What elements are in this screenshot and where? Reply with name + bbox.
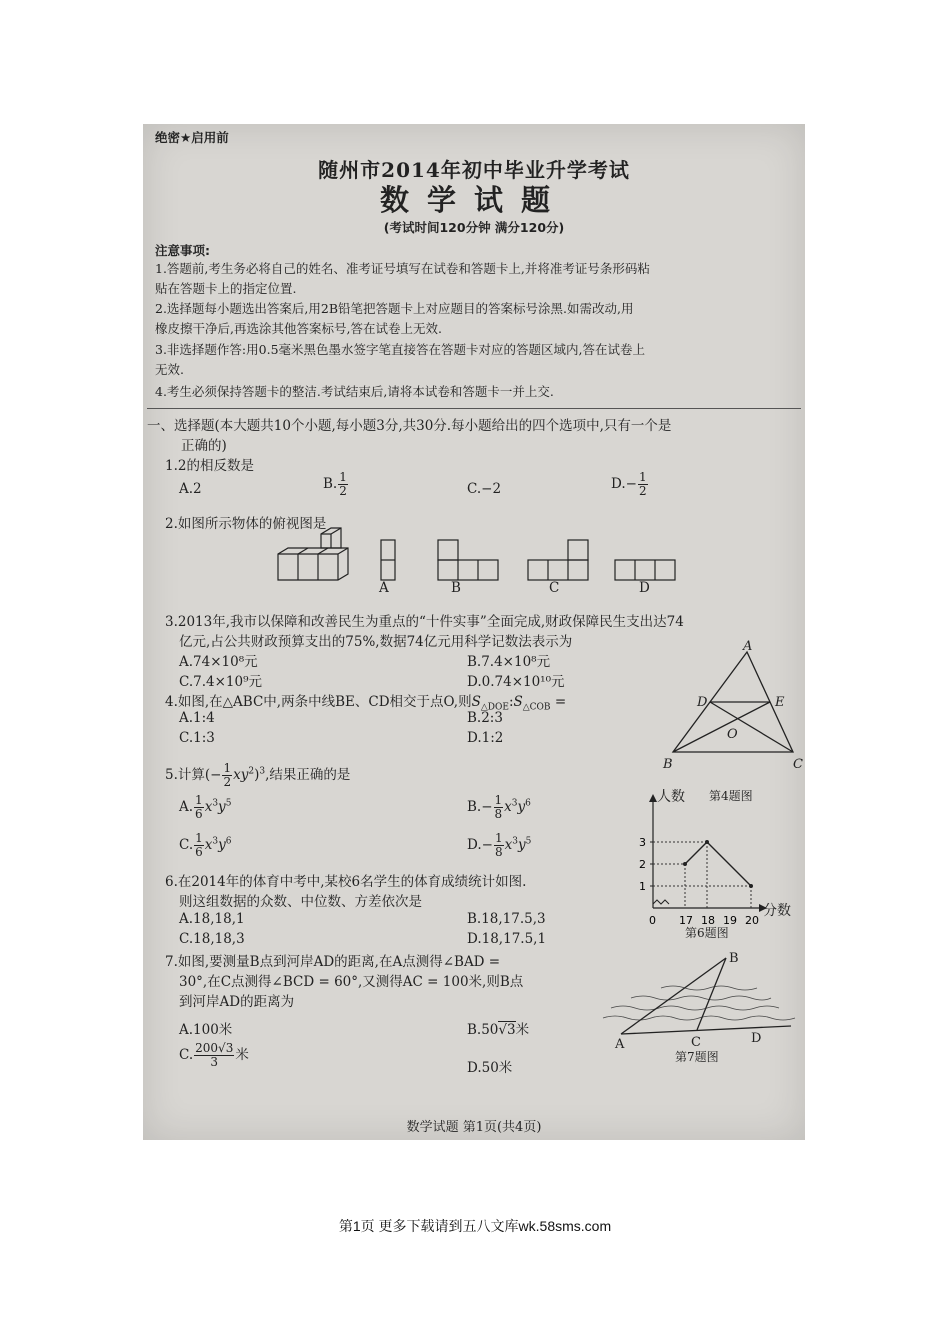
q3-option-a: A.74×10⁸元 xyxy=(179,654,258,670)
q3-option-c: C.7.4×10⁹元 xyxy=(179,674,263,690)
svg-text:C: C xyxy=(793,757,803,772)
exam-title: 随州市2014年初中毕业升学考试 xyxy=(318,158,630,182)
q2-stem: 2.如图所示物体的俯视图是 xyxy=(165,516,327,532)
note-line: 4.考生必须保持答题卡的整洁.考试结束后,请将本试卷和答题卡一并上交. xyxy=(155,384,554,399)
series-line xyxy=(685,842,751,886)
q2-label-c: C xyxy=(549,580,560,596)
q4-option-b: B.2:3 xyxy=(467,710,503,726)
q4-stem: 4.如图,在△ABC中,两条中线BE、CD相交于点O,则$S_{\triangle DOE}:S_{\triangle COB}$ = xyxy=(165,694,567,713)
q3-option-b: B.7.4×10⁸元 xyxy=(467,654,551,670)
y-tick-label: 3 xyxy=(639,836,646,849)
data-point xyxy=(683,862,687,866)
q1-stem: 1.2的相反数是 xyxy=(165,458,254,474)
q6-option-b: B.18,17.5,3 xyxy=(467,911,546,927)
note-line: 无效. xyxy=(155,362,184,377)
q2-figures xyxy=(273,528,673,598)
site-footer: 第1页 更多下载请到五八文库wk.58sms.com xyxy=(338,1218,612,1234)
svg-text:D: D xyxy=(697,695,708,710)
svg-text:D: D xyxy=(751,1031,762,1046)
note-line: 橡皮擦干净后,再选涂其他答案标号,答在试卷上无效. xyxy=(155,321,442,336)
q1-option-d: D.− $\frac{1}{2}$ xyxy=(611,470,647,498)
option-d-view xyxy=(615,560,675,580)
option-a-view xyxy=(381,540,395,580)
q5-option-c: C. $\frac{1}{6}$ $x^3y^6$ xyxy=(179,831,232,859)
svg-text:A: A xyxy=(615,1037,625,1052)
q4-triangle-figure xyxy=(663,639,803,782)
subject-title: 数学试题 xyxy=(379,183,568,217)
svg-text:B: B xyxy=(729,951,739,966)
q2-label-d: D xyxy=(639,580,650,596)
note-line: 1.答题前,考生务必将自己的姓名、准考证号填写在试卷和答题卡上,并将准考证号条形码粘 xyxy=(155,261,650,276)
axis-break-mark xyxy=(653,900,669,904)
page-number: 数学试题 第1页(共4页) xyxy=(406,1120,542,1135)
q7-option-d: D.50米 xyxy=(467,1060,513,1076)
q3-option-d: D.0.74×10¹⁰元 xyxy=(467,674,565,690)
x-tick-label: 17 xyxy=(679,914,693,927)
q5-stem: 5.计算(− $\frac{1}{2}$ $xy^2)^3$,结果正确的是 xyxy=(165,761,351,789)
svg-text:B: B xyxy=(663,757,673,772)
y-axis-arrow xyxy=(649,794,657,802)
x-tick-label: 19 xyxy=(723,914,737,927)
q7-figure-caption: 第7题图 xyxy=(675,1050,719,1064)
solid-object-figure xyxy=(278,528,348,580)
q6-stem-line1: 6.在2014年的体育中考中,某校6名学生的体育成绩统计如图. xyxy=(165,874,527,890)
q4-option-d: D.1:2 xyxy=(467,730,504,746)
option-b-view xyxy=(438,540,498,580)
y-tick-label: 2 xyxy=(639,858,646,871)
notes-heading: 注意事项: xyxy=(155,243,210,258)
note-line: 3.非选择题作答:用0.5毫米黑色墨水签字笔直接答在答题卡对应的答题区域内,答在试卷上 xyxy=(155,342,645,357)
secret-label: 绝密★启用前 xyxy=(155,130,229,145)
svg-text:O: O xyxy=(727,727,738,742)
svg-text:E: E xyxy=(775,695,785,710)
q3-stem-line2: 亿元,占公共财政预算支出的75%,数据74亿元用科学记数法表示为 xyxy=(179,634,573,650)
q6-option-a: A.18,18,1 xyxy=(179,911,245,927)
q6-figure-caption: 第6题图 xyxy=(685,926,729,940)
q3-stem-line1: 3.2013年,我市以保障和改善民生为重点的“十件实事”全面完成,财政保障民生支出达74 xyxy=(165,614,684,630)
q7-stem-line3: 到河岸AD的距离为 xyxy=(179,994,295,1010)
option-c-view xyxy=(528,540,588,580)
svg-text:A: A xyxy=(743,639,753,654)
q6-xlabel: 分数 xyxy=(763,903,791,919)
q7-stem-line2: 30°,在C点测得∠BCD = 60°,又测得AC = 100米,则B点 xyxy=(179,974,524,990)
q6-stem-line2: 则这组数据的众数、中位数、方差依次是 xyxy=(179,894,422,910)
q4-option-c: C.1:3 xyxy=(179,730,215,746)
q2-label-b: B xyxy=(451,580,461,596)
q2-label-a: A xyxy=(379,580,389,596)
svg-text:C: C xyxy=(691,1035,701,1050)
q7-option-a: A.100米 xyxy=(179,1022,233,1038)
q7-river-figure xyxy=(601,950,801,1050)
q7-stem-line1: 7.如图,要测量B点到河岸AD的距离,在A点测得∠BAD = xyxy=(165,954,501,970)
q5-option-d: D.− $\frac{1}{8}$ $x^3y^5$ xyxy=(467,831,532,859)
exam-info: (考试时间120分钟 满分120分) xyxy=(383,220,565,235)
data-point xyxy=(749,884,753,888)
x-tick-label: 18 xyxy=(701,914,715,927)
divider-line xyxy=(147,408,801,409)
q1-option-c: C.−2 xyxy=(467,481,502,497)
q7-option-c: C. $\frac{200√3}{3}$ 米 xyxy=(179,1041,249,1069)
q4-option-a: A.1:4 xyxy=(179,710,215,726)
section-heading: 一、选择题(本大题共10个小题,每小题3分,共30分.每小题给出的四个选项中,只有一个是 xyxy=(147,418,672,434)
q7-option-b: B.50√3米 xyxy=(467,1022,530,1038)
exam-paper-scan xyxy=(143,124,805,1140)
q4-figure-caption: 第4题图 xyxy=(709,789,753,803)
note-line: 2.选择题每小题选出答案后,用2B铅笔把答题卡上对应题目的答案标号涂黑.如需改动,用 xyxy=(155,301,634,316)
q1-option-b: B. $\frac{1}{2}$ xyxy=(323,470,347,498)
x-tick-label: 0 xyxy=(649,914,656,927)
section-heading-cont: 正确的) xyxy=(181,438,227,454)
x-tick-label: 20 xyxy=(745,914,759,927)
note-line: 贴在答题卡上的指定位置. xyxy=(155,281,297,296)
y-tick-label: 1 xyxy=(639,880,646,893)
q6-option-d: D.18,17.5,1 xyxy=(467,931,547,947)
q6-option-c: C.18,18,3 xyxy=(179,931,245,947)
q6-ylabel: 人数 xyxy=(657,789,685,805)
q5-option-a: A. $\frac{1}{6}$ $x^3y^5$ xyxy=(179,793,232,821)
q1-option-a: A.2 xyxy=(179,481,202,497)
data-point xyxy=(705,840,709,844)
q5-option-b: B.− $\frac{1}{8}$ $x^3y^6$ xyxy=(467,793,531,821)
